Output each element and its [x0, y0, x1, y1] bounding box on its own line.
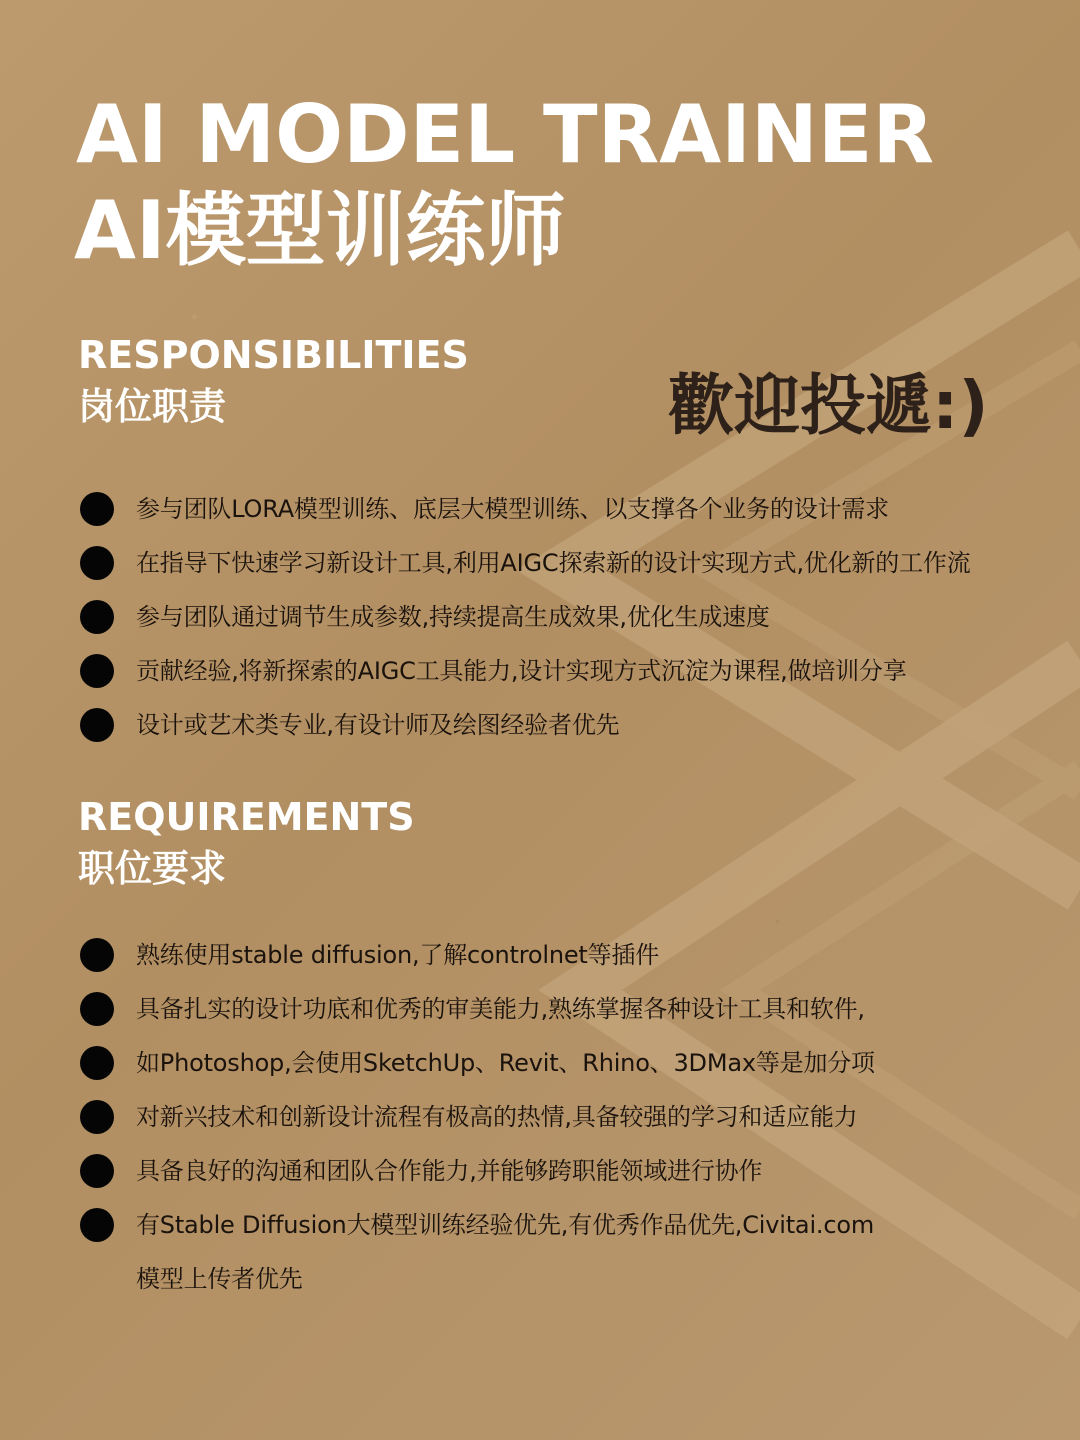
responsibilities-heading-en: RESPONSIBILITIES — [78, 333, 469, 377]
list-item — [80, 698, 1050, 752]
list-item-text: 如Photoshop,会使用SketchUp、Revit、Rhino、3DMax等是加分项 — [136, 1049, 875, 1077]
list-item — [80, 536, 1050, 590]
requirements-heading-cn: 职位要求 — [78, 847, 226, 890]
list-item-text: 具备良好的沟通和团队合作能力,并能够跨职能领域进行协作 — [136, 1157, 763, 1185]
list-item-text: 模型上传者优先 — [136, 1265, 303, 1293]
bullet-dot-icon — [80, 492, 114, 526]
list-item-text: 参与团队LORA模型训练、底层大模型训练、以支撑各个业务的设计需求 — [136, 495, 889, 523]
list-item — [80, 590, 1050, 644]
list-item — [80, 982, 1050, 1036]
bullet-dot-icon — [80, 1208, 114, 1242]
bullet-dot-icon — [80, 708, 114, 742]
list-item-text: 贡献经验,将新探索的AIGC工具能力,设计实现方式沉淀为课程,做培训分享 — [136, 657, 907, 685]
list-item-text: 有Stable Diffusion大模型训练经验优先,有优秀作品优先,Civitai.com — [136, 1211, 874, 1239]
bullet-dot-icon — [80, 546, 114, 580]
list-item — [80, 1090, 1050, 1144]
list-item — [80, 482, 1050, 536]
bullet-dot-icon — [80, 654, 114, 688]
requirements-list — [80, 928, 1050, 1306]
bullet-dot-icon — [80, 1046, 114, 1080]
list-item-text: 具备扎实的设计功底和优秀的审美能力,熟练掌握各种设计工具和软件, — [136, 995, 865, 1023]
title-english: AI MODEL TRAINER — [76, 88, 935, 181]
bullet-dot-icon — [80, 1100, 114, 1134]
requirements-heading-en: REQUIREMENTS — [78, 795, 415, 839]
responsibilities-list — [80, 482, 1050, 752]
list-item — [80, 1144, 1050, 1198]
bullet-dot-icon — [80, 600, 114, 634]
responsibilities-heading-cn: 岗位职责 — [78, 385, 226, 428]
title-chinese: AI模型训练师 — [74, 184, 566, 277]
list-item — [80, 928, 1050, 982]
list-item-continuation — [80, 1252, 1050, 1306]
list-item-text: 在指导下快速学习新设计工具,利用AIGC探索新的设计实现方式,优化新的工作流 — [136, 549, 971, 577]
list-item — [80, 1036, 1050, 1090]
list-item — [80, 644, 1050, 698]
bullet-dot-icon — [80, 992, 114, 1026]
list-item-text: 参与团队通过调节生成参数,持续提高生成效果,优化生成速度 — [136, 603, 770, 631]
welcome-apply-text: 歡迎投遞:) — [668, 367, 989, 444]
bullet-dot-icon — [80, 938, 114, 972]
list-item-text: 设计或艺术类专业,有设计师及绘图经验者优先 — [136, 711, 620, 739]
list-item-text: 熟练使用stable diffusion,了解controlnet等插件 — [136, 941, 660, 969]
bullet-dot-icon — [80, 1154, 114, 1188]
list-item — [80, 1198, 1050, 1252]
list-item-text: 对新兴技术和创新设计流程有极高的热情,具备较强的学习和适应能力 — [136, 1103, 858, 1131]
